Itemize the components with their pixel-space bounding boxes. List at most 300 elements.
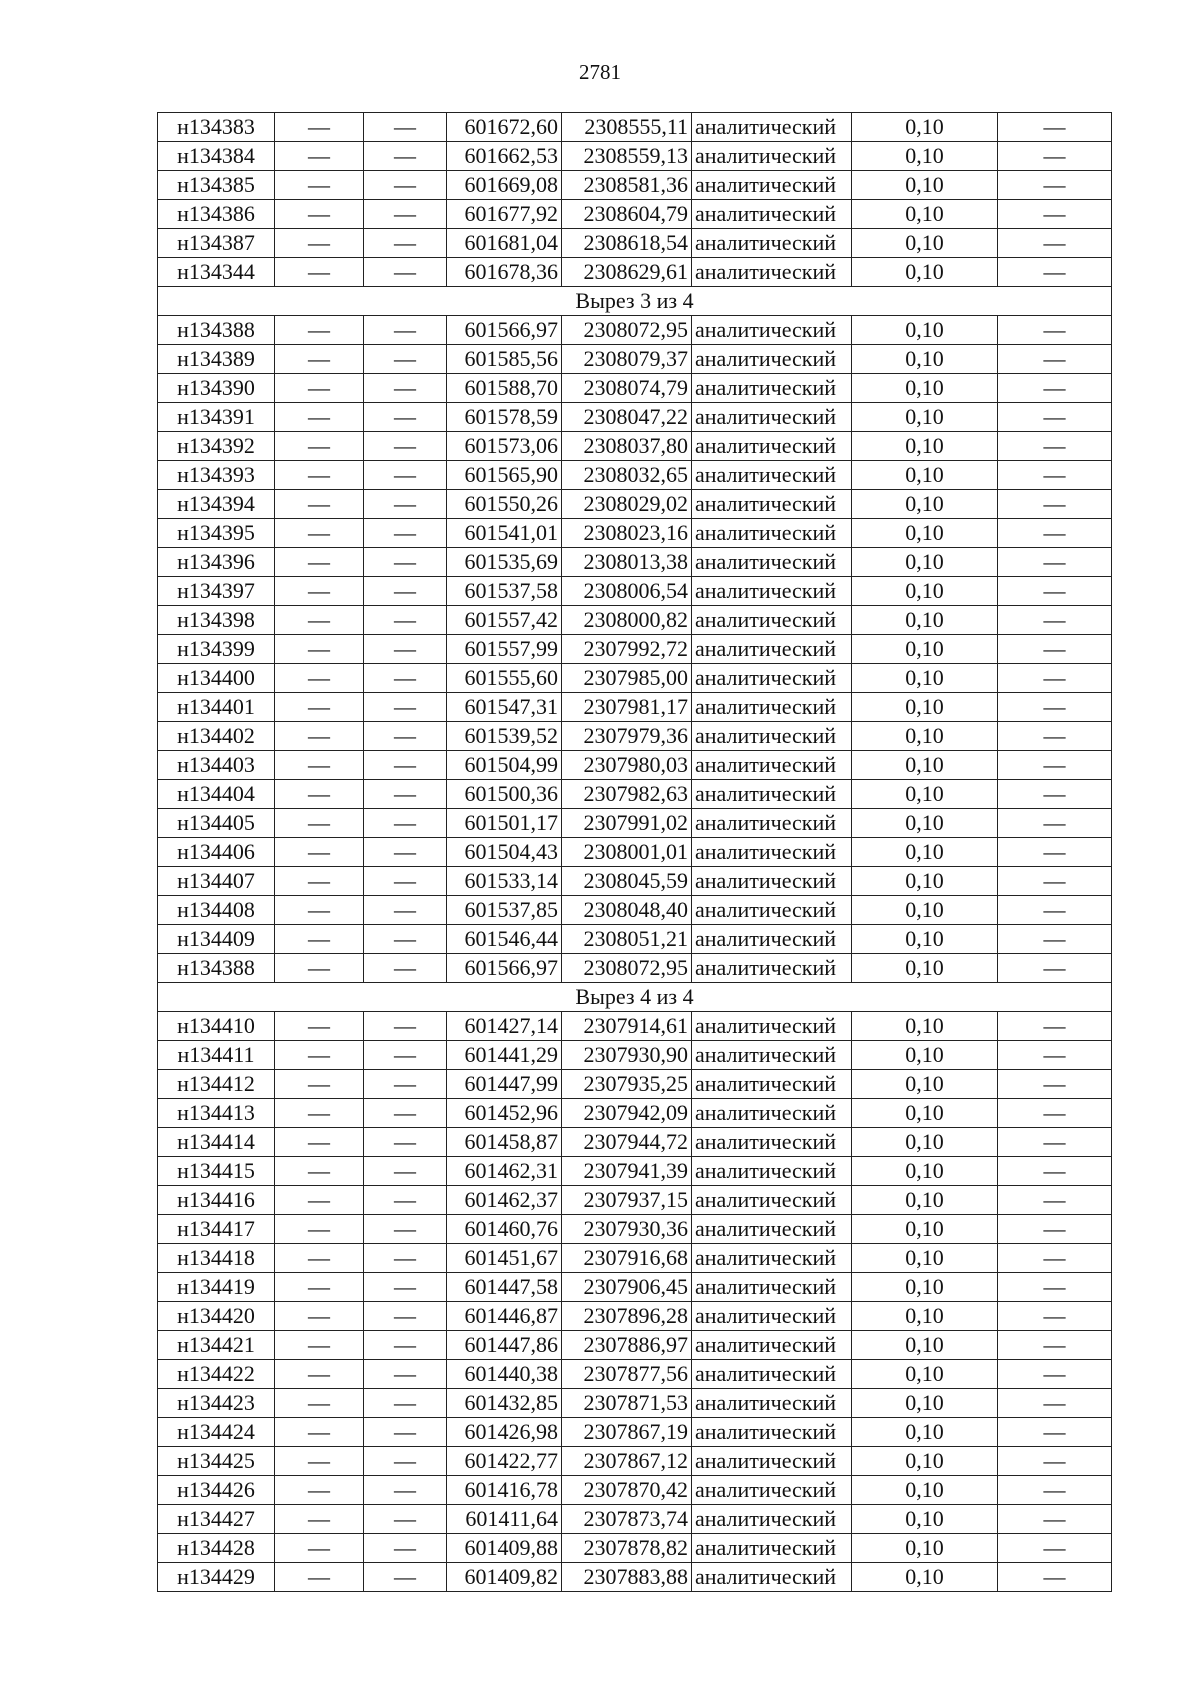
table-body <box>158 113 1112 1592</box>
method-cell: аналитический <box>692 1360 852 1389</box>
table-row <box>158 1273 1112 1302</box>
y-coordinate-cell: 2307886,97 <box>562 1331 692 1360</box>
empty-value-cell: — <box>998 809 1112 838</box>
method-cell: аналитический <box>692 664 852 693</box>
table-row <box>158 374 1112 403</box>
empty-value-cell: — <box>364 142 447 171</box>
empty-value-cell: — <box>364 316 447 345</box>
empty-value-cell: — <box>998 1186 1112 1215</box>
table-row <box>158 142 1112 171</box>
empty-value-cell: — <box>998 1099 1112 1128</box>
method-cell: аналитический <box>692 229 852 258</box>
x-coordinate-cell: 601677,92 <box>447 200 562 229</box>
empty-value-cell: — <box>275 577 364 606</box>
method-cell: аналитический <box>692 1534 852 1563</box>
table-row <box>158 954 1112 983</box>
empty-value-cell: — <box>364 519 447 548</box>
accuracy-cell: 0,10 <box>852 519 998 548</box>
point-name-cell: н134398 <box>158 606 275 635</box>
x-coordinate-cell: 601447,58 <box>447 1273 562 1302</box>
empty-value-cell: — <box>275 635 364 664</box>
empty-value-cell: — <box>998 1360 1112 1389</box>
y-coordinate-cell: 2308051,21 <box>562 925 692 954</box>
y-coordinate-cell: 2307935,25 <box>562 1070 692 1099</box>
empty-value-cell: — <box>364 1505 447 1534</box>
empty-value-cell: — <box>998 1041 1112 1070</box>
point-name-cell: н134421 <box>158 1331 275 1360</box>
y-coordinate-cell: 2308006,54 <box>562 577 692 606</box>
x-coordinate-cell: 601452,96 <box>447 1099 562 1128</box>
empty-value-cell: — <box>364 1273 447 1302</box>
y-coordinate-cell: 2308555,11 <box>562 113 692 142</box>
x-coordinate-cell: 601446,87 <box>447 1302 562 1331</box>
empty-value-cell: — <box>275 1302 364 1331</box>
table-row <box>158 432 1112 461</box>
x-coordinate-cell: 601409,88 <box>447 1534 562 1563</box>
point-name-cell: н134415 <box>158 1157 275 1186</box>
empty-value-cell: — <box>998 780 1112 809</box>
y-coordinate-cell: 2308604,79 <box>562 200 692 229</box>
empty-value-cell: — <box>364 1070 447 1099</box>
method-cell: аналитический <box>692 200 852 229</box>
y-coordinate-cell: 2307982,63 <box>562 780 692 809</box>
point-name-cell: н134394 <box>158 490 275 519</box>
accuracy-cell: 0,10 <box>852 809 998 838</box>
empty-value-cell: — <box>998 954 1112 983</box>
table-row <box>158 1418 1112 1447</box>
x-coordinate-cell: 601460,76 <box>447 1215 562 1244</box>
table-row <box>158 722 1112 751</box>
point-name-cell: н134388 <box>158 954 275 983</box>
empty-value-cell: — <box>998 171 1112 200</box>
x-coordinate-cell: 601537,58 <box>447 577 562 606</box>
method-cell: аналитический <box>692 374 852 403</box>
accuracy-cell: 0,10 <box>852 1273 998 1302</box>
y-coordinate-cell: 2307914,61 <box>562 1012 692 1041</box>
empty-value-cell: — <box>364 1302 447 1331</box>
empty-value-cell: — <box>364 954 447 983</box>
empty-value-cell: — <box>275 1099 364 1128</box>
empty-value-cell: — <box>364 1331 447 1360</box>
empty-value-cell: — <box>275 1360 364 1389</box>
accuracy-cell: 0,10 <box>852 635 998 664</box>
table-row <box>158 171 1112 200</box>
method-cell: аналитический <box>692 809 852 838</box>
table-row <box>158 838 1112 867</box>
x-coordinate-cell: 601672,60 <box>447 113 562 142</box>
empty-value-cell: — <box>998 1534 1112 1563</box>
x-coordinate-cell: 601432,85 <box>447 1389 562 1418</box>
accuracy-cell: 0,10 <box>852 1563 998 1592</box>
table-row <box>158 1244 1112 1273</box>
x-coordinate-cell: 601504,43 <box>447 838 562 867</box>
y-coordinate-cell: 2307980,03 <box>562 751 692 780</box>
y-coordinate-cell: 2307878,82 <box>562 1534 692 1563</box>
accuracy-cell: 0,10 <box>852 432 998 461</box>
empty-value-cell: — <box>364 780 447 809</box>
empty-value-cell: — <box>364 809 447 838</box>
x-coordinate-cell: 601462,31 <box>447 1157 562 1186</box>
empty-value-cell: — <box>275 519 364 548</box>
table-row <box>158 664 1112 693</box>
empty-value-cell: — <box>364 1186 447 1215</box>
point-name-cell: н134396 <box>158 548 275 577</box>
empty-value-cell: — <box>275 925 364 954</box>
table-row <box>158 809 1112 838</box>
x-coordinate-cell: 601539,52 <box>447 722 562 751</box>
method-cell: аналитический <box>692 896 852 925</box>
point-name-cell: н134388 <box>158 316 275 345</box>
method-cell: аналитический <box>692 577 852 606</box>
empty-value-cell: — <box>275 1273 364 1302</box>
point-name-cell: н134397 <box>158 577 275 606</box>
accuracy-cell: 0,10 <box>852 548 998 577</box>
accuracy-cell: 0,10 <box>852 1418 998 1447</box>
x-coordinate-cell: 601451,67 <box>447 1244 562 1273</box>
x-coordinate-cell: 601546,44 <box>447 925 562 954</box>
table-row <box>158 1070 1112 1099</box>
empty-value-cell: — <box>364 1447 447 1476</box>
table-row <box>158 1128 1112 1157</box>
empty-value-cell: — <box>275 780 364 809</box>
empty-value-cell: — <box>364 345 447 374</box>
x-coordinate-cell: 601566,97 <box>447 316 562 345</box>
x-coordinate-cell: 601537,85 <box>447 896 562 925</box>
empty-value-cell: — <box>275 258 364 287</box>
x-coordinate-cell: 601422,77 <box>447 1447 562 1476</box>
empty-value-cell: — <box>364 171 447 200</box>
empty-value-cell: — <box>998 664 1112 693</box>
y-coordinate-cell: 2308032,65 <box>562 461 692 490</box>
point-name-cell: н134383 <box>158 113 275 142</box>
y-coordinate-cell: 2308045,59 <box>562 867 692 896</box>
accuracy-cell: 0,10 <box>852 1099 998 1128</box>
y-coordinate-cell: 2307930,90 <box>562 1041 692 1070</box>
empty-value-cell: — <box>998 229 1112 258</box>
point-name-cell: н134344 <box>158 258 275 287</box>
table-row <box>158 896 1112 925</box>
empty-value-cell: — <box>275 1418 364 1447</box>
empty-value-cell: — <box>998 461 1112 490</box>
x-coordinate-cell: 601447,99 <box>447 1070 562 1099</box>
empty-value-cell: — <box>364 1418 447 1447</box>
method-cell: аналитический <box>692 1041 852 1070</box>
point-name-cell: н134420 <box>158 1302 275 1331</box>
point-name-cell: н134424 <box>158 1418 275 1447</box>
x-coordinate-cell: 601662,53 <box>447 142 562 171</box>
accuracy-cell: 0,10 <box>852 722 998 751</box>
empty-value-cell: — <box>998 1244 1112 1273</box>
empty-value-cell: — <box>998 113 1112 142</box>
empty-value-cell: — <box>275 316 364 345</box>
empty-value-cell: — <box>364 606 447 635</box>
table-row <box>158 1331 1112 1360</box>
x-coordinate-cell: 601585,56 <box>447 345 562 374</box>
table-row <box>158 577 1112 606</box>
point-name-cell: н134393 <box>158 461 275 490</box>
y-coordinate-cell: 2308029,02 <box>562 490 692 519</box>
y-coordinate-cell: 2307979,36 <box>562 722 692 751</box>
table-row <box>158 925 1112 954</box>
y-coordinate-cell: 2308001,01 <box>562 838 692 867</box>
page-number: 2781 <box>579 60 621 84</box>
empty-value-cell: — <box>275 1505 364 1534</box>
empty-value-cell: — <box>998 1128 1112 1157</box>
accuracy-cell: 0,10 <box>852 1157 998 1186</box>
empty-value-cell: — <box>275 664 364 693</box>
accuracy-cell: 0,10 <box>852 1360 998 1389</box>
x-coordinate-cell: 601555,60 <box>447 664 562 693</box>
accuracy-cell: 0,10 <box>852 751 998 780</box>
table-row <box>158 693 1112 722</box>
y-coordinate-cell: 2307916,68 <box>562 1244 692 1273</box>
empty-value-cell: — <box>275 548 364 577</box>
method-cell: аналитический <box>692 432 852 461</box>
x-coordinate-cell: 601669,08 <box>447 171 562 200</box>
x-coordinate-cell: 601547,31 <box>447 693 562 722</box>
y-coordinate-cell: 2307937,15 <box>562 1186 692 1215</box>
empty-value-cell: — <box>275 1563 364 1592</box>
table-row <box>158 1041 1112 1070</box>
empty-value-cell: — <box>275 142 364 171</box>
empty-value-cell: — <box>998 432 1112 461</box>
accuracy-cell: 0,10 <box>852 925 998 954</box>
x-coordinate-cell: 601447,86 <box>447 1331 562 1360</box>
empty-value-cell: — <box>998 577 1112 606</box>
method-cell: аналитический <box>692 693 852 722</box>
accuracy-cell: 0,10 <box>852 345 998 374</box>
empty-value-cell: — <box>275 1476 364 1505</box>
empty-value-cell: — <box>275 461 364 490</box>
table-row <box>158 258 1112 287</box>
empty-value-cell: — <box>998 1476 1112 1505</box>
empty-value-cell: — <box>364 925 447 954</box>
y-coordinate-cell: 2308559,13 <box>562 142 692 171</box>
point-name-cell: н134425 <box>158 1447 275 1476</box>
method-cell: аналитический <box>692 1563 852 1592</box>
x-coordinate-cell: 601557,42 <box>447 606 562 635</box>
empty-value-cell: — <box>364 1128 447 1157</box>
y-coordinate-cell: 2308013,38 <box>562 548 692 577</box>
accuracy-cell: 0,10 <box>852 664 998 693</box>
empty-value-cell: — <box>364 664 447 693</box>
method-cell: аналитический <box>692 925 852 954</box>
empty-value-cell: — <box>364 374 447 403</box>
accuracy-cell: 0,10 <box>852 1389 998 1418</box>
table-row <box>158 635 1112 664</box>
table-row <box>158 1534 1112 1563</box>
empty-value-cell: — <box>364 490 447 519</box>
y-coordinate-cell: 2307883,88 <box>562 1563 692 1592</box>
empty-value-cell: — <box>998 490 1112 519</box>
accuracy-cell: 0,10 <box>852 1505 998 1534</box>
y-coordinate-cell: 2307941,39 <box>562 1157 692 1186</box>
point-name-cell: н134416 <box>158 1186 275 1215</box>
empty-value-cell: — <box>998 142 1112 171</box>
method-cell: аналитический <box>692 1186 852 1215</box>
accuracy-cell: 0,10 <box>852 490 998 519</box>
empty-value-cell: — <box>275 1244 364 1273</box>
method-cell: аналитический <box>692 954 852 983</box>
accuracy-cell: 0,10 <box>852 1012 998 1041</box>
point-name-cell: н134412 <box>158 1070 275 1099</box>
empty-value-cell: — <box>364 693 447 722</box>
empty-value-cell: — <box>364 1099 447 1128</box>
accuracy-cell: 0,10 <box>852 896 998 925</box>
method-cell: аналитический <box>692 142 852 171</box>
method-cell: аналитический <box>692 490 852 519</box>
x-coordinate-cell: 601566,97 <box>447 954 562 983</box>
accuracy-cell: 0,10 <box>852 200 998 229</box>
accuracy-cell: 0,10 <box>852 693 998 722</box>
method-cell: аналитический <box>692 1099 852 1128</box>
empty-value-cell: — <box>364 1534 447 1563</box>
y-coordinate-cell: 2307867,19 <box>562 1418 692 1447</box>
method-cell: аналитический <box>692 1505 852 1534</box>
table-row <box>158 345 1112 374</box>
accuracy-cell: 0,10 <box>852 316 998 345</box>
method-cell: аналитический <box>692 258 852 287</box>
empty-value-cell: — <box>998 1563 1112 1592</box>
empty-value-cell: — <box>364 1360 447 1389</box>
empty-value-cell: — <box>275 1215 364 1244</box>
empty-value-cell: — <box>275 432 364 461</box>
empty-value-cell: — <box>998 548 1112 577</box>
table-row <box>158 1099 1112 1128</box>
y-coordinate-cell: 2308079,37 <box>562 345 692 374</box>
empty-value-cell: — <box>275 171 364 200</box>
method-cell: аналитический <box>692 1418 852 1447</box>
accuracy-cell: 0,10 <box>852 374 998 403</box>
method-cell: аналитический <box>692 1070 852 1099</box>
empty-value-cell: — <box>364 461 447 490</box>
point-name-cell: н134408 <box>158 896 275 925</box>
accuracy-cell: 0,10 <box>852 867 998 896</box>
table-row <box>158 403 1112 432</box>
empty-value-cell: — <box>998 1070 1112 1099</box>
y-coordinate-cell: 2307985,00 <box>562 664 692 693</box>
x-coordinate-cell: 601458,87 <box>447 1128 562 1157</box>
empty-value-cell: — <box>998 1215 1112 1244</box>
point-name-cell: н134387 <box>158 229 275 258</box>
table-row <box>158 519 1112 548</box>
empty-value-cell: — <box>364 1157 447 1186</box>
point-name-cell: н134392 <box>158 432 275 461</box>
point-name-cell: н134384 <box>158 142 275 171</box>
x-coordinate-cell: 601588,70 <box>447 374 562 403</box>
empty-value-cell: — <box>275 809 364 838</box>
point-name-cell: н134390 <box>158 374 275 403</box>
empty-value-cell: — <box>275 954 364 983</box>
empty-value-cell: — <box>275 1447 364 1476</box>
point-name-cell: н134406 <box>158 838 275 867</box>
y-coordinate-cell: 2308618,54 <box>562 229 692 258</box>
accuracy-cell: 0,10 <box>852 780 998 809</box>
method-cell: аналитический <box>692 1447 852 1476</box>
point-name-cell: н134409 <box>158 925 275 954</box>
point-name-cell: н134414 <box>158 1128 275 1157</box>
empty-value-cell: — <box>364 722 447 751</box>
method-cell: аналитический <box>692 780 852 809</box>
table-row <box>158 1360 1112 1389</box>
empty-value-cell: — <box>998 1157 1112 1186</box>
point-name-cell: н134427 <box>158 1505 275 1534</box>
x-coordinate-cell: 601533,14 <box>447 867 562 896</box>
point-name-cell: н134386 <box>158 200 275 229</box>
empty-value-cell: — <box>364 1012 447 1041</box>
method-cell: аналитический <box>692 1157 852 1186</box>
table-row <box>158 606 1112 635</box>
point-name-cell: н134426 <box>158 1476 275 1505</box>
point-name-cell: н134429 <box>158 1563 275 1592</box>
empty-value-cell: — <box>998 1418 1112 1447</box>
method-cell: аналитический <box>692 1331 852 1360</box>
x-coordinate-cell: 601681,04 <box>447 229 562 258</box>
empty-value-cell: — <box>364 1215 447 1244</box>
method-cell: аналитический <box>692 635 852 664</box>
y-coordinate-cell: 2308023,16 <box>562 519 692 548</box>
method-cell: аналитический <box>692 1302 852 1331</box>
point-name-cell: н134405 <box>158 809 275 838</box>
y-coordinate-cell: 2307873,74 <box>562 1505 692 1534</box>
accuracy-cell: 0,10 <box>852 1186 998 1215</box>
empty-value-cell: — <box>364 432 447 461</box>
empty-value-cell: — <box>998 519 1112 548</box>
empty-value-cell: — <box>275 345 364 374</box>
empty-value-cell: — <box>275 722 364 751</box>
x-coordinate-cell: 601578,59 <box>447 403 562 432</box>
method-cell: аналитический <box>692 606 852 635</box>
empty-value-cell: — <box>998 1302 1112 1331</box>
empty-value-cell: — <box>275 1070 364 1099</box>
accuracy-cell: 0,10 <box>852 229 998 258</box>
empty-value-cell: — <box>275 1331 364 1360</box>
table-row <box>158 751 1112 780</box>
empty-value-cell: — <box>275 200 364 229</box>
method-cell: аналитический <box>692 345 852 374</box>
point-name-cell: н134422 <box>158 1360 275 1389</box>
y-coordinate-cell: 2308072,95 <box>562 954 692 983</box>
table-row <box>158 780 1112 809</box>
x-coordinate-cell: 601501,17 <box>447 809 562 838</box>
point-name-cell: н134404 <box>158 780 275 809</box>
table-row <box>158 867 1112 896</box>
empty-value-cell: — <box>275 403 364 432</box>
x-coordinate-cell: 601573,06 <box>447 432 562 461</box>
empty-value-cell: — <box>275 1389 364 1418</box>
method-cell: аналитический <box>692 1012 852 1041</box>
accuracy-cell: 0,10 <box>852 1331 998 1360</box>
empty-value-cell: — <box>998 1389 1112 1418</box>
empty-value-cell: — <box>998 374 1112 403</box>
method-cell: аналитический <box>692 171 852 200</box>
empty-value-cell: — <box>998 751 1112 780</box>
y-coordinate-cell: 2307930,36 <box>562 1215 692 1244</box>
x-coordinate-cell: 601409,82 <box>447 1563 562 1592</box>
point-name-cell: н134389 <box>158 345 275 374</box>
empty-value-cell: — <box>364 635 447 664</box>
x-coordinate-cell: 601565,90 <box>447 461 562 490</box>
empty-value-cell: — <box>275 896 364 925</box>
empty-value-cell: — <box>364 200 447 229</box>
point-name-cell: н134418 <box>158 1244 275 1273</box>
empty-value-cell: — <box>275 1012 364 1041</box>
section-heading: Вырез 4 из 4 <box>158 983 1112 1012</box>
x-coordinate-cell: 601535,69 <box>447 548 562 577</box>
accuracy-cell: 0,10 <box>852 171 998 200</box>
empty-value-cell: — <box>364 548 447 577</box>
empty-value-cell: — <box>275 490 364 519</box>
